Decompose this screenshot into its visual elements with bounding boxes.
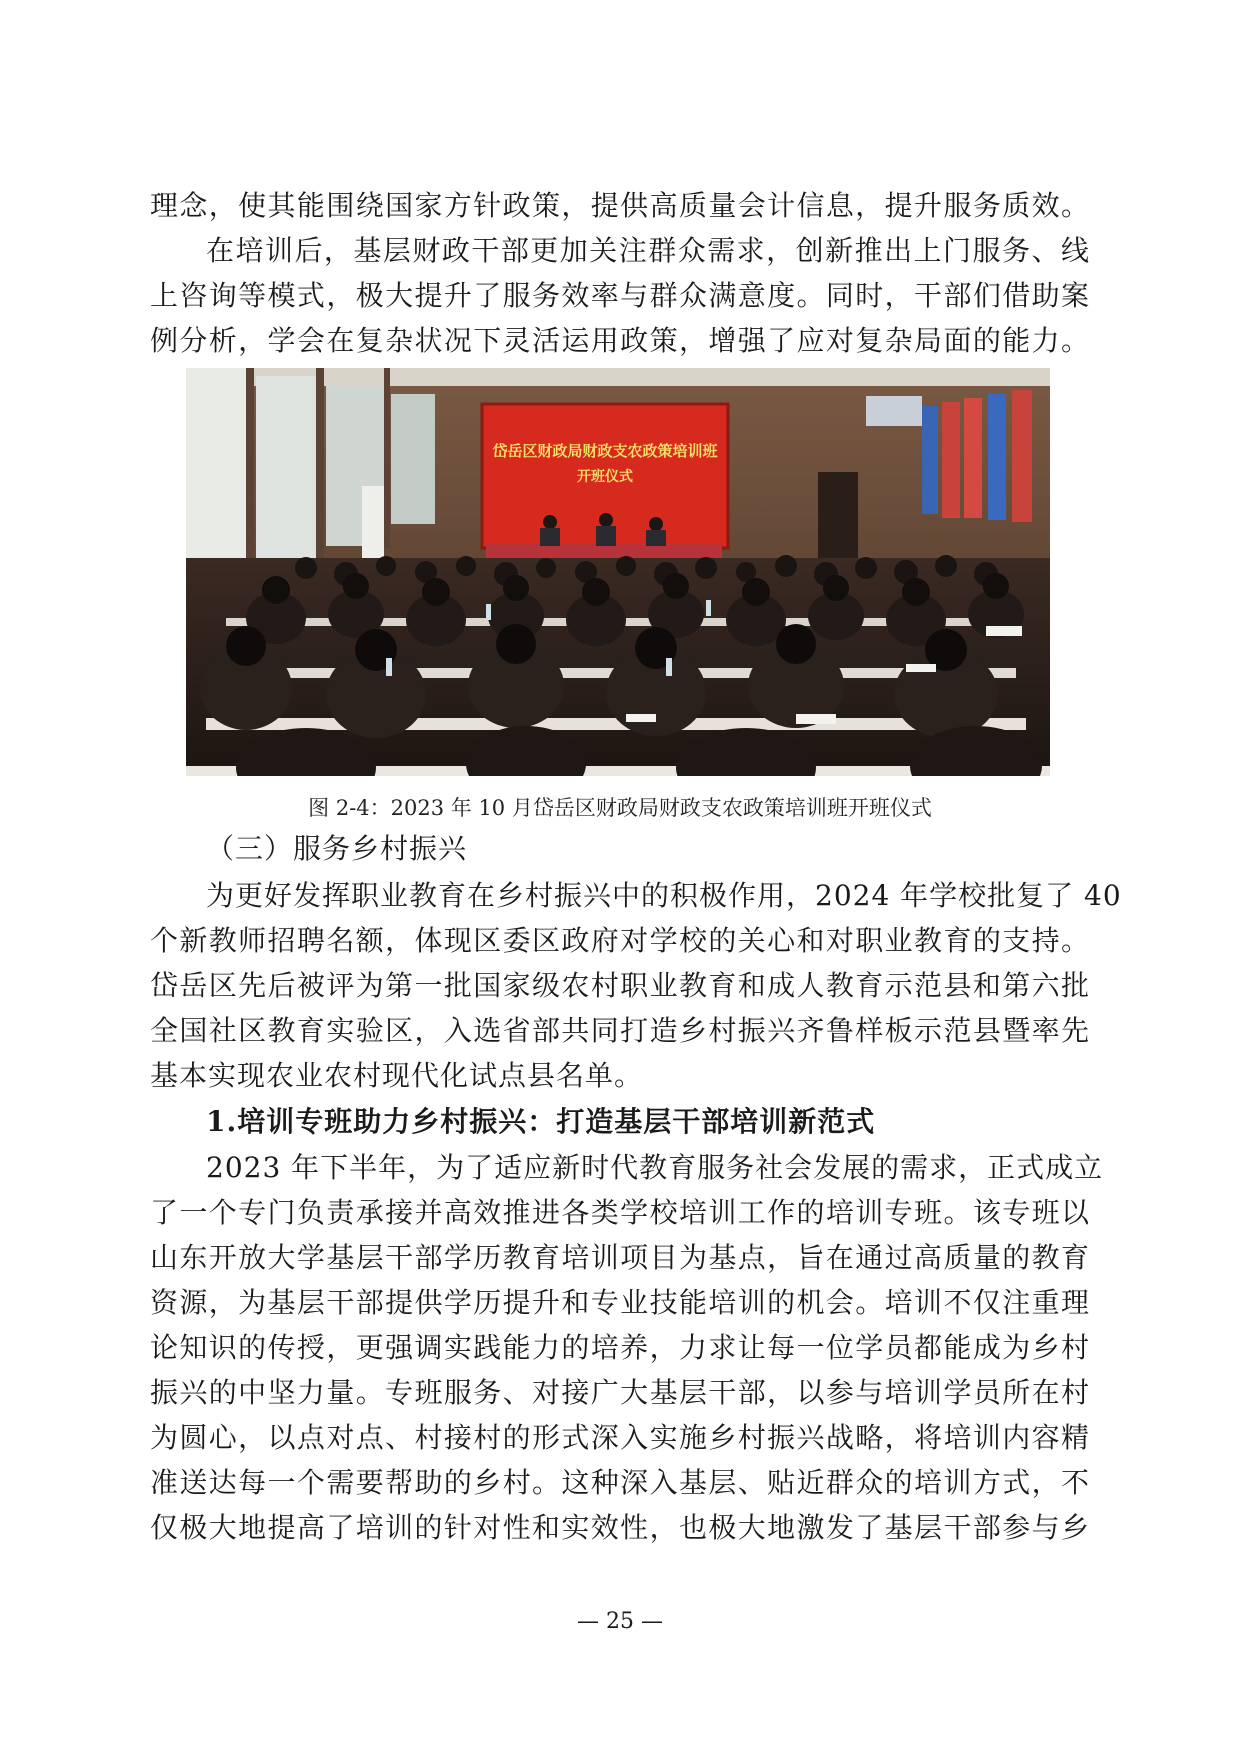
paragraph-line: 在培训后，基层财政干部更加关注群众需求，创新推出上门服务、线 — [206, 234, 1090, 267]
paragraph-line: 2023 年下半年，为了适应新时代教育服务社会发展的需求，正式成立 — [206, 1151, 1104, 1184]
section-heading: （三）服务乡村振兴 — [206, 832, 468, 865]
banner-title-line2: 开班仪式 — [577, 469, 633, 485]
subheading: 1.培训专班助力乡村振兴：打造基层干部培训新范式 — [206, 1105, 876, 1138]
paragraph-line: 准送达每一个需要帮助的乡村。这种深入基层、贴近群众的培训方式，不 — [150, 1466, 1090, 1499]
figure-caption: 图 2-4：2023 年 10 月岱岳区财政局财政支农政策培训班开班仪式 — [308, 796, 932, 820]
paragraph-line: 为更好发挥职业教育在乡村振兴中的积极作用，2024 年学校批复了 40 — [206, 879, 1122, 912]
paragraph-line: 全国社区教育实验区，入选省部共同打造乡村振兴齐鲁样板示范县暨率先 — [150, 1014, 1090, 1047]
paragraph-line: 理念，使其能围绕国家方针政策，提供高质量会计信息，提升服务质效。 — [150, 189, 1090, 222]
paragraph-line: 山东开放大学基层干部学历教育培训项目为基点，旨在通过高质量的教育 — [150, 1241, 1090, 1274]
paragraph-line: 论知识的传授，更强调实践能力的培养，力求让每一位学员都能成为乡村 — [150, 1331, 1090, 1364]
paragraph-line: 基本实现农业农村现代化试点县名单。 — [150, 1059, 644, 1092]
paragraph-line: 资源，为基层干部提供学历提升和专业技能培训的机会。培训不仅注重理 — [150, 1286, 1090, 1319]
paragraph-line: 仅极大地提高了培训的针对性和实效性，也极大地激发了基层干部参与乡 — [150, 1511, 1090, 1544]
paragraph-line: 为圆心，以点对点、村接村的形式深入实施乡村振兴战略，将培训内容精 — [150, 1421, 1090, 1454]
training-ceremony-photo — [186, 368, 1050, 776]
banner-title-line1: 岱岳区财政局财政支农政策培训班 — [492, 442, 718, 460]
paragraph-line: 例分析，学会在复杂状况下灵活运用政策，增强了应对复杂局面的能力。 — [150, 324, 1090, 357]
paragraph-line: 了一个专门负责承接并高效推进各类学校培训工作的培训专班。该专班以 — [150, 1196, 1090, 1229]
paragraph-line: 上咨询等模式，极大提升了服务效率与群众满意度。同时，干部们借助案 — [150, 279, 1090, 312]
paragraph-line: 个新教师招聘名额，体现区委区政府对学校的关心和对职业教育的支持。 — [150, 924, 1090, 957]
paragraph-line: 岱岳区先后被评为第一批国家级农村职业教育和成人教育示范县和第六批 — [150, 969, 1090, 1002]
page-number: — 25 — — [577, 1609, 663, 1634]
paragraph-line: 振兴的中坚力量。专班服务、对接广大基层干部，以参与培训学员所在村 — [150, 1376, 1090, 1409]
